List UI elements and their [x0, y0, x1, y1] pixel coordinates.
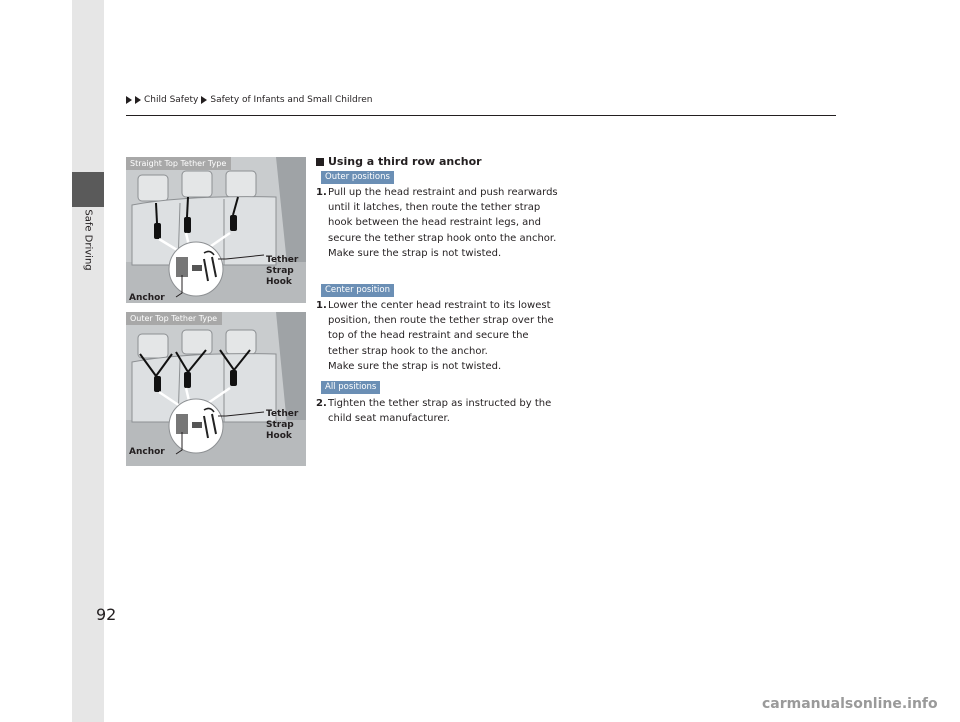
- breadcrumb-item[interactable]: Child Safety: [144, 95, 199, 105]
- breadcrumb: [126, 95, 372, 105]
- breadcrumb-arrow-icon: [201, 96, 207, 104]
- breadcrumb-arrow-icon: [135, 96, 141, 104]
- step-center: [316, 298, 561, 374]
- step-text: Pull up the head restraint and push rearwards until it latches, then route the tether strap hook between the head restraint legs, and secure the tether strap hook onto the anchor.: [328, 187, 558, 244]
- anchor-label: Anchor: [129, 293, 165, 303]
- figure-tag: Straight Top Tether Type: [126, 157, 231, 170]
- section-heading: Using a third row anchor: [316, 155, 482, 168]
- page-number: 92: [96, 605, 117, 624]
- breadcrumb-arrow-icon: [126, 96, 132, 104]
- watermark: carmanualsonline.info: [762, 696, 938, 712]
- figure-tag: Outer Top Tether Type: [126, 312, 222, 325]
- step-number: 1.: [316, 300, 327, 311]
- step-number: 2.: [316, 398, 327, 409]
- figure-straight-tether: [126, 157, 306, 303]
- step-note: Make sure the strap is not twisted.: [328, 360, 502, 372]
- sidebar-section-marker: [72, 172, 104, 207]
- header-rule: [126, 115, 836, 116]
- heading-square-icon: [316, 158, 324, 166]
- position-tag-all: All positions: [321, 381, 380, 394]
- step-text: Tighten the tether strap as instructed by the child seat manufacturer.: [328, 398, 552, 425]
- anchor-label: Anchor: [129, 447, 165, 457]
- step-outer: [316, 185, 561, 261]
- figure-outer-tether: [126, 312, 306, 466]
- seat-illustration: [126, 312, 306, 466]
- position-tag-center: Center position: [321, 284, 394, 297]
- step-all: [316, 396, 561, 426]
- tether-hook-label: Tether Strap Hook: [266, 255, 299, 287]
- step-text: Lower the center head restraint to its lowest position, then route the tether strap over the top of the head restraint and secure the tether strap hook to the anchor.: [328, 300, 554, 357]
- breadcrumb-item[interactable]: Safety of Infants and Small Children: [210, 95, 373, 105]
- section-label: Safe Driving: [82, 209, 94, 271]
- step-note: Make sure the strap is not twisted.: [328, 247, 502, 259]
- position-tag-outer: Outer positions: [321, 171, 394, 184]
- tether-hook-label: Tether Strap Hook: [266, 409, 299, 441]
- step-number: 1.: [316, 187, 327, 198]
